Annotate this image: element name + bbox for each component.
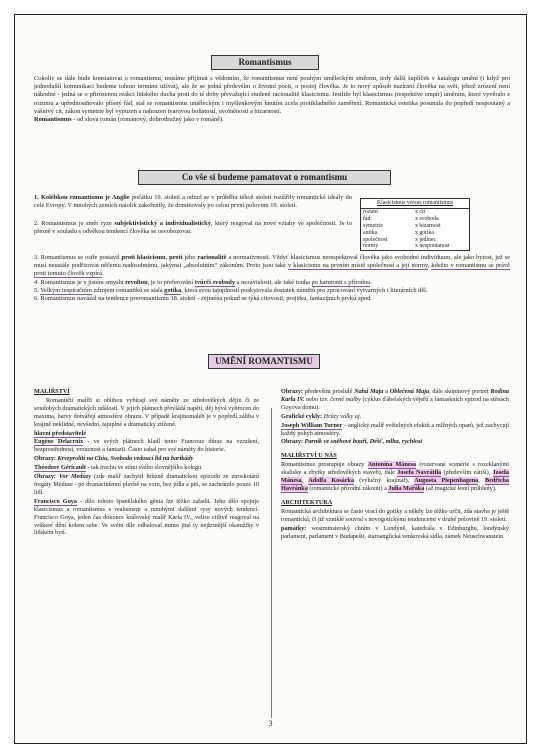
table-row: normy x nespoutanost — [363, 243, 450, 250]
table-row: antika x gotika — [363, 229, 434, 236]
painting-heading: MALÍŘSTVÍ — [34, 388, 70, 395]
intro-text: Cokoliv se dále bude konstatovat o romantismu, musíme přijímat s vědomím, že romantismus není pouhým uměleckým směrem, tedy další šuplíček v katalogu umění (i když pro jednodušší komunikaci budeme tohoto termínu užívat), ale že se jedná především o životní pocit, o postoj člověka. Je to nový způsob nazírání člověka na svět, jehož zrození není náhodné - jedná se o přirozenou reakci lidského ducha proti do té doby převažující studené racionalitě klasicismu. Jestliže byl klasicismus (respektive empír) uměním, které vyvěralo z rozumu a upřednostňovalo přísný řád, stal se romantismus uměleckým i myšlenkovým hnutím zcela protikladného zaměření. Romantická estetika posunula do popředí nespoutaný a vášnivý cit, zákon symetrie byl vypuzen a nahrazen tvarovou bohatostí, uvolněností a bizarností. — [34, 75, 510, 115]
table-row: společnost x jedinec — [363, 236, 437, 243]
title-box — [211, 55, 319, 70]
representatives-heading: hlavní představitelé — [34, 429, 87, 437]
art-heading: UMĚNÍ ROMANTISMU — [215, 356, 313, 366]
artist-gericault: Théodore Géricault — [34, 464, 86, 472]
artist-goya: Francisco Goya — [34, 497, 77, 505]
table-header: Klasicismus versus romantismus — [361, 199, 469, 209]
comparison-table — [360, 198, 470, 251]
column-divider — [271, 408, 272, 718]
table-row: rozum x cit — [363, 208, 426, 215]
remember-point-3: 3. Romantismus se ostře postavil proti klasicismu, proti jeho racionalitě a normativnosti. Vždyť klasicismus nerespektoval člověka jako svobodné individuum, ale jako bytost, jež se musí neustále podřizovat něčemu nadosobnímu, jakýmsi „absolutním“ zákonům. Proto jsou také v klasicismu na prvním místě společnost a její normy, kdežto v romantismu se právě proti tomuto člověk vzpírá. 4. Romantismus je v jistém smyslu revoltou, je to preferování tvůrčí svobody a nezávislosti, ale také touha po harmonii s přírodou. 5. Velkým inspiračním zdrojem romantiků se stala gotika, která svou tajuplností poskytovala dostatek námětů pro zpracování výtvarných i literárních děl. 6. Romantismus navázal na tendence preromantismu 18. století - zejména pokud se týká citovosti, projitku, fantazijních prvků apod. — [34, 254, 511, 303]
definition-text: - od slova román (románový, dobrodružný jako v románě). — [71, 116, 224, 124]
remember-heading: Co vše si budeme pamatovat o romantismu — [181, 172, 348, 182]
page-number: 3 — [268, 719, 273, 728]
painting-intro: Romantičtí malíři si oblibou vybírají své náměty ze středověkých dějin či ze soudobých dramatických událostí. V jejich plátnech převládá napětí, děj bývá vyhrocen do maxima, barvy dotvářejí atmosféru obrazu. V případě krajinomaleb je v popředí záliba v krajině neklidné, nevšední, tajuplné a dramaticky ztížené. — [34, 396, 259, 428]
document-page — [14, 14, 527, 744]
artist-turner: Joseph William Turner — [281, 421, 343, 429]
right-column: Obrazy: především proslulé Nahá Maja a Oblečená Maja, dále skupinový portrét Rodina Karla IV. nebo tzv. černé malby (cyklus ďábelských vějeřů a fantaskních epizod na stěnách Goyova domu). Grafické cykly: Hrůzy války aj. Joseph William Turner - anglický malíř světelných efektů a mlžných oparů, jež zachycují každý pohyb atmosféry. Obrazy: Parník ve sněhové bouři, Déšť, mlha, rychlost MALÍŘSTVÍ U NÁS Romantismus prostupuje obrazy Antonína Mánesa (rozervané scenérie s rozeklanými skalisky a zbytky středověkých staveb), dále Josefa Navrátila (především zátiší), Josefa Mánesa, Adolfa Kosárka (výlučný krajinář), Augusta Piepenhagena, Bedřicha Havránka (romantické přírodní zákoutí) a Julia Mařáka (až magické lesní průhledy). ARCHITEKTURA Romantická architektura se často vrací do gotiky a někdy lze těžko určit, zda stavba je ještě romantická, či již vzniklé souvisí s novogotickými tendencemi v druhé polovině 19. století. památky: westminsterský chrám v Londýně, katedrála v Edinburghu, londýnský parlament, parlament v Budapešti, staroanglická venkovská sídla, zámek Neuschwanstein — [281, 388, 510, 540]
art-heading-box — [208, 354, 320, 369]
intro-paragraph — [34, 75, 510, 124]
czech-painting-heading: MALÍŘSTVÍ U NÁS — [281, 452, 337, 460]
definition-term: Romantismus — [34, 116, 72, 124]
table-row: symetrie x bizarnost — [363, 222, 441, 229]
artist-delacroix: Eugéne Delacroix — [34, 438, 84, 446]
remember-heading-box — [138, 170, 391, 185]
left-column: MALÍŘSTVÍ Romantičtí malíři si oblibou vybírají své náměty ze středověkých dějin či ze soudobých dramatických událostí. V jejich plátnech převládá napětí, děj bývá vyhrocen do maxima, barvy dotvářejí atmosféru obrazu. V případě krajinomaleb je v popředí záliba v krajině neklidné, nevšední, tajuplné a dramaticky ztížené. hlavní představitelé Eugéne Delacroix - ve svých plátnech kladl tento Francouz důraz na vzrušení, bezprostřednost, vroucnost a fantazii. Často sahal pro své náměty do historie. Obrazy: Krveprolití na Chiu, Svoboda vedoucí lid na barikády Théodore Géricault - tak trochu ve stínu svého slovnějšího kolegu. Obrazy: Vor Medúzy (zde malíř zachytil hrůzně dramatickou epizodu ze ztroskotání fregaty Méduse - po dvanáctidenní plavbě na voru, bez jídla a pití, se zachránilo pouze 10 lidí. Francisco Goya - dílo tohoto španělského génia lze těžko zařadit. Jeho dílo spojuje klasicismus a romantismus s realismem a mnohými dalšími rysy nových tendencí. Francisco Goya, jeden čas dokonce královský malíř Karla IV., velice citlivě reagoval na veškeré dění kolem sebe. Ve svém díle odhaloval mimo jiné ty nejkrutější okamžiky v lidském bytí. — [34, 388, 259, 537]
architecture-heading: ARCHITEKTURA — [281, 498, 333, 506]
page-title: Romantismus — [238, 57, 292, 67]
table-row: řád x svoboda — [363, 215, 439, 222]
remember-point-2: 2. Romantismus je směr ryze subjektivistický a individualistický, který reagoval na nové vztahy ve společnosti. Je to přesně v souladu s odvěkou tendencí člověka se osvobozovat. — [34, 220, 352, 236]
remember-point-1: 1. Kolébkou romantismu je Anglie počátku 19. století a odtud se v průběhu téhož století rozšířily romantické ideály do celé Evropy. V mnohých zemích natolik zakořenily, že dominovaly po celou první polovinu 19. století. — [34, 194, 352, 210]
